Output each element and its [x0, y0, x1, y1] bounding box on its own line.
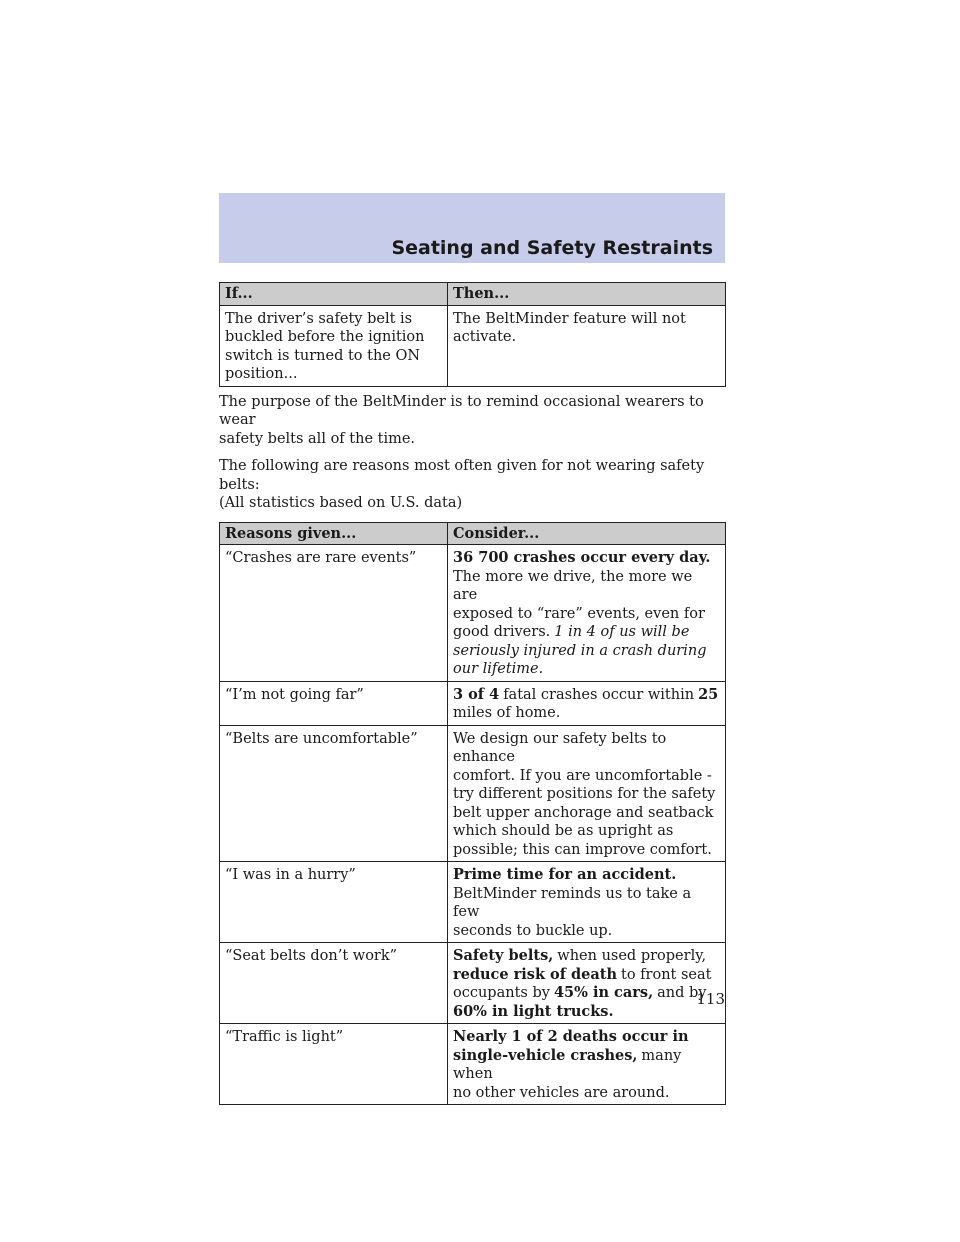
cell-line: 60% in light trucks. [453, 1002, 614, 1020]
text-run-italic: 1 in 4 of us will be [554, 624, 690, 640]
column-header-if: If... [220, 283, 448, 306]
text-run: good drivers. [453, 624, 551, 640]
cell-line: Nearly 1 of 2 deaths occur in [453, 1028, 689, 1045]
cell-line: The driver’s safety belt is [225, 310, 413, 327]
cell-line: miles of home. [453, 705, 561, 721]
beltminder-condition-table [219, 282, 726, 387]
page-content [219, 282, 725, 1105]
column-header-then: Then... [448, 283, 726, 306]
column-header-reasons: Reasons given... [220, 522, 448, 545]
then-cell [448, 305, 726, 386]
reason-cell: “I was in a hurry” [220, 862, 448, 943]
cell-line [453, 623, 720, 642]
consider-cell [448, 681, 726, 725]
paragraph-line: (All statistics based on U.S. data) [219, 495, 463, 511]
table-row [220, 943, 726, 1024]
cell-line: belt upper anchorage and seatback [453, 804, 714, 821]
cell-line: switch is turned to the ON [225, 347, 421, 364]
reason-cell: “I’m not going far” [220, 681, 448, 725]
cell-line: activate. [453, 329, 517, 345]
table-row [220, 681, 726, 725]
cell-line [453, 966, 720, 985]
cell-line: 36 700 crashes occur every day. [453, 549, 711, 566]
cell-line: buckled before the ignition [225, 329, 425, 345]
text-run-bold: 45% in cars, [553, 984, 654, 1001]
text-run: occupants by [453, 985, 550, 1001]
text-run-bold: 25 [698, 685, 719, 703]
paragraph-line: safety belts all of the time. [219, 430, 416, 447]
cell-line: seconds to buckle up. [453, 922, 613, 939]
cell-line: Prime time for an accident. [453, 866, 677, 883]
if-cell [220, 305, 448, 386]
cell-line: no other vehicles are around. [453, 1084, 670, 1101]
text-run: fatal crashes occur within [503, 686, 695, 703]
table-row [220, 305, 726, 386]
cell-line: The BeltMinder feature will not [453, 310, 686, 327]
text-run-bold: single-vehicle crashes, [453, 1046, 638, 1064]
reason-cell: “Belts are uncomfortable” [220, 725, 448, 862]
cell-line: We design our safety belts to enhance [453, 730, 667, 765]
cell-line: possible; this can improve comfort. [453, 841, 712, 858]
table-row [220, 1024, 726, 1105]
paragraph-line: The following are reasons most often given for not wearing safety belts: [219, 458, 705, 493]
table-header-row [220, 522, 726, 545]
table-row [220, 545, 726, 682]
paragraph-line: The purpose of the BeltMinder is to remind occasional wearers to wear [219, 393, 704, 428]
cell-line: exposed to “rare” events, even for [453, 605, 705, 622]
column-header-consider: Consider... [448, 522, 726, 545]
text-run: when used properly, [557, 948, 707, 964]
cell-line: try different positions for the safety [453, 786, 716, 802]
text-run-bold: 3 of 4 [453, 685, 500, 703]
cell-line: seriously injured in a crash during [453, 642, 707, 659]
cell-line [453, 984, 720, 1003]
text-run: many when [453, 1047, 682, 1082]
reasons-table [219, 522, 726, 1106]
cell-line [453, 1047, 720, 1084]
consider-cell [448, 943, 726, 1024]
text-run: and by [657, 985, 707, 1001]
text-run-bold: reduce risk of death [453, 965, 618, 983]
cell-line [453, 947, 720, 966]
consider-cell [448, 545, 726, 682]
table-row [220, 862, 726, 943]
cell-line: our lifetime. [453, 661, 544, 677]
reason-cell: “Traffic is light” [220, 1024, 448, 1105]
table-header-row [220, 283, 726, 306]
section-title: Seating and Safety Restraints [391, 237, 713, 259]
text-run-bold: Safety belts, [453, 947, 554, 964]
table-row [220, 725, 726, 862]
consider-cell [448, 1024, 726, 1105]
text-run: to front seat [621, 966, 712, 983]
section-header-band [219, 193, 725, 263]
cell-line: which should be as upright as [453, 823, 674, 839]
purpose-paragraph [219, 393, 725, 449]
cell-line: position... [225, 366, 298, 382]
cell-line: comfort. If you are uncomfortable - [453, 767, 712, 784]
reason-cell: “Seat belts don’t work” [220, 943, 448, 1024]
cell-line [453, 686, 720, 705]
cell-line: BeltMinder reminds us to take a few [453, 885, 692, 920]
consider-cell [448, 725, 726, 862]
page-number: 113 [696, 990, 725, 1008]
reasons-intro-paragraph [219, 457, 725, 513]
consider-cell [448, 862, 726, 943]
reason-cell: “Crashes are rare events” [220, 545, 448, 682]
cell-line: The more we drive, the more we are [453, 568, 693, 603]
